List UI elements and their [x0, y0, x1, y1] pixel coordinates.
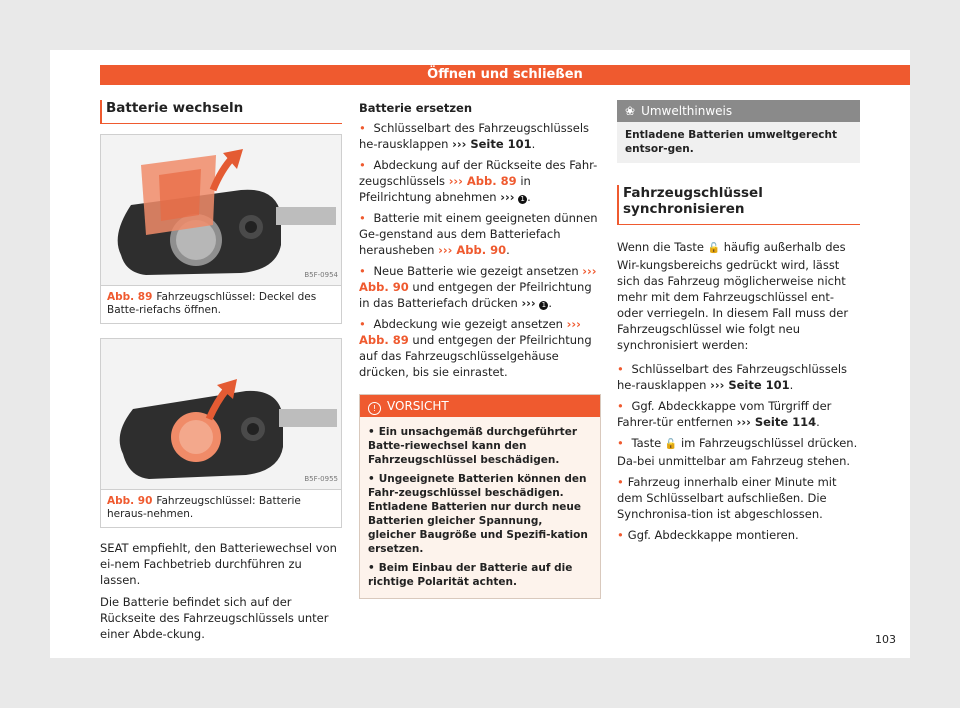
arrows-glyph: ›››	[521, 296, 536, 310]
figure-reference-link[interactable]: ››› Abb. 89	[448, 174, 517, 188]
warning-body	[360, 417, 600, 598]
key-battery-removal-illustration	[101, 339, 341, 489]
caption-text: Fahrzeugschlüssel: Batterie heraus-nehmen.	[107, 495, 301, 520]
flower-icon: ❀	[625, 104, 636, 118]
step-text: in Pfeilrichtung abnehmen	[359, 174, 531, 204]
figure-label: Abb. 90	[107, 495, 153, 507]
caution-icon: !	[368, 402, 381, 415]
step-lift-battery: • Batterie mit einem geeigneten dünnen Ge-genstand aus dem Batteriefach herausheben ››› Abb. 90.	[359, 210, 601, 258]
page-reference-link[interactable]: ››› Seite 101	[710, 378, 790, 392]
sync-step-remove-cap: • Ggf. Abdeckkappe vom Türgriff der Fahrer-tür entfernen ››› Seite 114.	[617, 398, 860, 430]
paragraph-location: Die Batterie befindet sich auf der Rückseite des Fahrzeugschlüssels unter einer Abde-ckung.	[100, 595, 329, 641]
step-text: und entgegen der Pfeilrichtung in das Batteriefach drücken	[359, 280, 592, 310]
column-left	[100, 100, 342, 648]
environment-note-header	[617, 100, 860, 122]
sync-step-fold-out: • Schlüsselbart des Fahrzeugschlüssels he-rausklappen ››› Seite 101.	[617, 361, 860, 393]
page-reference-link[interactable]: ››› Seite 101	[452, 137, 532, 151]
number-1-circle-icon: 1	[539, 301, 548, 310]
figure-90-caption	[101, 489, 341, 527]
figure-code: B5F-0954	[304, 271, 338, 279]
paragraph-recommendation: SEAT empfiehlt, den Batteriewechsel von ei-nem Fachbetrieb durchführen zu lassen.	[100, 541, 337, 587]
figure-89	[100, 134, 342, 324]
section-title-sync: Fahrzeugschlüssel synchronisieren	[617, 185, 860, 225]
figure-code: B5F-0955	[304, 475, 338, 483]
sync-intro	[617, 239, 860, 353]
figure-reference-link[interactable]: ››› Abb. 90	[438, 243, 507, 257]
key-battery-cover-illustration	[101, 135, 341, 285]
unlock-button-icon: 🔓	[707, 243, 721, 254]
page-number: 103	[875, 633, 896, 646]
step-fold-out-key: • Schlüsselbart des Fahrzeugschlüssels he-rausklappen ››› Seite 101.	[359, 120, 601, 152]
sync-step-press	[617, 435, 860, 469]
step-text: Abdeckung auf der Rückseite des Fahr-zeugschlüssels	[359, 158, 598, 188]
step-text: Taste	[631, 436, 662, 450]
step-text: im Fahrzeugschlüssel drücken. Da-bei unmittelbar am Fahrzeug stehen.	[617, 436, 858, 468]
chapter-header: Öffnen und schließen	[100, 65, 910, 85]
figure-reference-link[interactable]: ››› Abb. 90	[359, 264, 597, 294]
warning-box	[359, 394, 601, 599]
subsection-title-replace: Batterie ersetzen	[359, 101, 473, 115]
column-middle	[359, 100, 601, 599]
step-text: und entgegen der Pfeilrichtung auf das Fahrzeugschlüsselgehäuse drücken, bis sie einrastet.	[359, 333, 592, 379]
caption-text: Fahrzeugschlüssel: Deckel des Batte-riefachs öffnen.	[107, 291, 317, 316]
step-remove-cover: • Abdeckung auf der Rückseite des Fahr-zeugschlüssels ››› Abb. 89 in Pfeilrichtung abnehmen ››› 1 .	[359, 157, 601, 205]
intro-text: häufig außerhalb des Wir-kungsbereichs gedrückt wird, lässt sich das Fahrzeug möglicherweise nicht mehr mit dem Fahrzeugschlüssel ent- oder verriegeln. In diesem Fall muss der Fahrzeugschlüssel wie folgt neu synchronisiert werden:	[617, 240, 849, 352]
warning-header	[360, 395, 600, 417]
figure-label: Abb. 89	[107, 291, 153, 303]
unlock-button-icon: 🔓	[664, 439, 678, 450]
step-text: Abdeckung wie gezeigt ansetzen	[373, 317, 563, 331]
step-insert-battery: • Neue Batterie wie gezeigt ansetzen ››› Abb. 90 und entgegen der Pfeilrichtung in das Batteriefach drücken ››› 1 .	[359, 263, 601, 311]
environment-note-box	[617, 100, 860, 163]
column-right	[617, 100, 860, 548]
arrows-glyph: ›››	[500, 190, 515, 204]
step-text: Ggf. Abdeckkappe vom Türgriff der Fahrer-tür entfernen	[617, 399, 832, 429]
step-text: Neue Batterie wie gezeigt ansetzen	[373, 264, 579, 278]
figure-89-caption	[101, 285, 341, 323]
step-text: Batterie mit einem geeigneten dünnen Ge-genstand aus dem Batteriefach herausheben	[359, 211, 598, 257]
warning-item: • Ungeeignete Batterien können den Fahr-zeugschlüssel beschädigen. Entladene Batterien nur durch neue Batterien gleicher Spannung, gleicher Baugröße und Spezifi-kation ersetzen.	[368, 472, 592, 556]
document-page	[50, 50, 910, 658]
environment-note-text: Entladene Batterien umweltgerecht entsor-gen.	[625, 129, 838, 155]
step-text: Schlüsselbart des Fahrzeugschlüssels he-rausklappen	[617, 362, 848, 392]
warning-item: • Beim Einbau der Batterie auf die richtige Polarität achten.	[368, 561, 592, 589]
page-reference-link[interactable]: ››› Seite 114	[736, 415, 817, 429]
warning-heading: VORSICHT	[387, 399, 449, 413]
step-attach-cover	[359, 316, 601, 380]
sync-step-mount-cap: • Ggf. Abdeckkappe montieren.	[617, 527, 860, 543]
intro-text: Wenn die Taste	[617, 240, 704, 254]
section-title-battery: Batterie wechseln	[100, 100, 342, 124]
warning-item: • Ein unsachgemäß durchgeführter Batte-riewechsel kann den Fahrzeugschlüssel beschädigen.	[368, 425, 592, 467]
figure-90	[100, 338, 342, 528]
number-1-circle-icon: 1	[518, 195, 527, 204]
sync-step-unlock: • Fahrzeug innerhalb einer Minute mit dem Schlüsselbart aufschließen. Die Synchronisa-tion ist abgeschlossen.	[617, 474, 860, 522]
environment-heading: Umwelthinweis	[641, 104, 733, 118]
step-text: Schlüsselbart des Fahrzeugschlüssels he-rausklappen	[359, 121, 590, 151]
figure-reference-link[interactable]: ››› Abb. 89	[359, 317, 581, 347]
